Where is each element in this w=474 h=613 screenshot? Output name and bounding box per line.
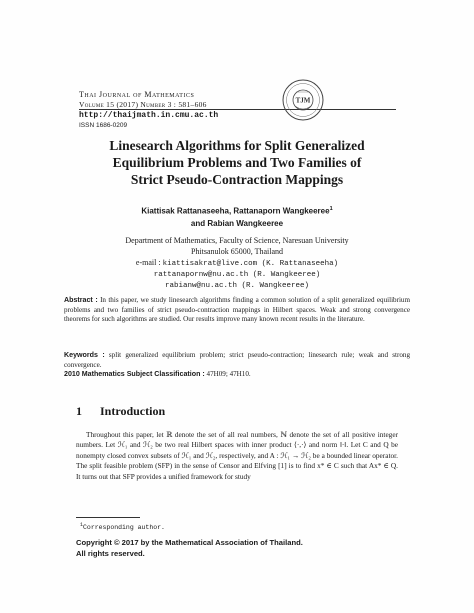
affiliation-department: Department of Mathematics, Faculty of Science, Naresuan University xyxy=(125,236,349,245)
seal-text: TJM xyxy=(295,96,311,105)
copyright-notice xyxy=(76,538,398,559)
authors-line-1: Kiattisak Rattanaseeha, Rattanaporn Wangkeeree xyxy=(141,206,330,216)
abstract xyxy=(64,296,410,325)
keywords-block xyxy=(64,351,410,380)
section-heading xyxy=(76,404,165,419)
copyright-line-1: Copyright © 2017 by the Mathematical Association of Thailand. xyxy=(76,538,303,547)
msc-text: 47H09; 47H10. xyxy=(204,370,251,379)
email-2[interactable]: rattanapornw@nu.ac.th (R. Wangkeeree) xyxy=(153,271,321,279)
abstract-label: Abstract : xyxy=(64,296,98,304)
footnote-rule xyxy=(76,517,140,518)
footnote xyxy=(80,522,165,531)
msc-label: 2010 Mathematics Subject Classification : xyxy=(64,370,205,379)
keywords-text: split generalized equilibrium problem; strict pseudo-contraction; linesearch rule; weak and strong convergence. xyxy=(64,351,410,369)
header-rule xyxy=(79,109,396,110)
section-number: 1 xyxy=(76,404,82,418)
email-label: e-mail : xyxy=(135,258,163,267)
email-3[interactable]: rabianw@nu.ac.th (R. Wangkeeree) xyxy=(164,282,310,290)
journal-seal-icon xyxy=(281,78,325,122)
journal-issn: ISSN 1686-0209 xyxy=(79,122,128,129)
title-line: Strict Pseudo-Contraction Mappings xyxy=(130,172,344,187)
section-title: Introduction xyxy=(100,404,166,418)
footnote-mark: 1 xyxy=(80,522,84,528)
paper-title xyxy=(60,137,414,188)
title-line: Linesearch Algorithms for Split Generalized xyxy=(109,138,365,153)
email-1[interactable]: kiattisakrat@live.com (K. Rattanaseeha) xyxy=(162,260,339,268)
affiliation-city: Phitsanulok 65000, Thailand xyxy=(190,247,284,256)
affiliation xyxy=(60,235,414,292)
author-list xyxy=(60,203,414,230)
copyright-line-2: All rights reserved. xyxy=(76,548,145,558)
journal-url[interactable]: http://thaijmath.in.cmu.ac.th xyxy=(79,111,219,120)
author-footnote-mark: 1 xyxy=(329,206,333,212)
title-line: Equilibrium Problems and Two Families of xyxy=(112,155,362,170)
authors-line-2: and Rabian Wangkeeree xyxy=(190,218,284,228)
keywords-label: Keywords : xyxy=(64,351,105,359)
abstract-text: In this paper, we study linesearch algorithms finding a common solution of a split generalized equilibrium problems and two families of strict pseudo-contraction mappings in Hilbert spaces. Weak and strong convergence theorems for such algorithms are studied. Our results improve many known recent results in the literature. xyxy=(64,296,410,324)
footnote-text: Corresponding author. xyxy=(83,524,165,532)
intro-paragraph: Throughout this paper, let ℝ denote the set of all real numbers, ℕ denote the set of all positive integer numbers. Let ℋ₁ and ℋ₂ be two real Hilbert spaces with inner product ⟨·,·⟩ and norm ‖·‖. Let C and Q be nonempty closed convex subsets of ℋ₁ and ℋ₂, respectively, and A : ℋ₁ → ℋ₂ be a bounded linear operator. The split feasible problem (SFP) in the sense of Censor and Elfving [1] is to find x* ∈ C such that Ax* ∈ Q. It turns out that SFP provides a unified framework for study xyxy=(76,430,398,481)
journal-name: Thai Journal of Mathematics xyxy=(79,90,195,99)
journal-volume: Volume 15 (2017) Number 3 : 581–606 xyxy=(79,100,207,109)
